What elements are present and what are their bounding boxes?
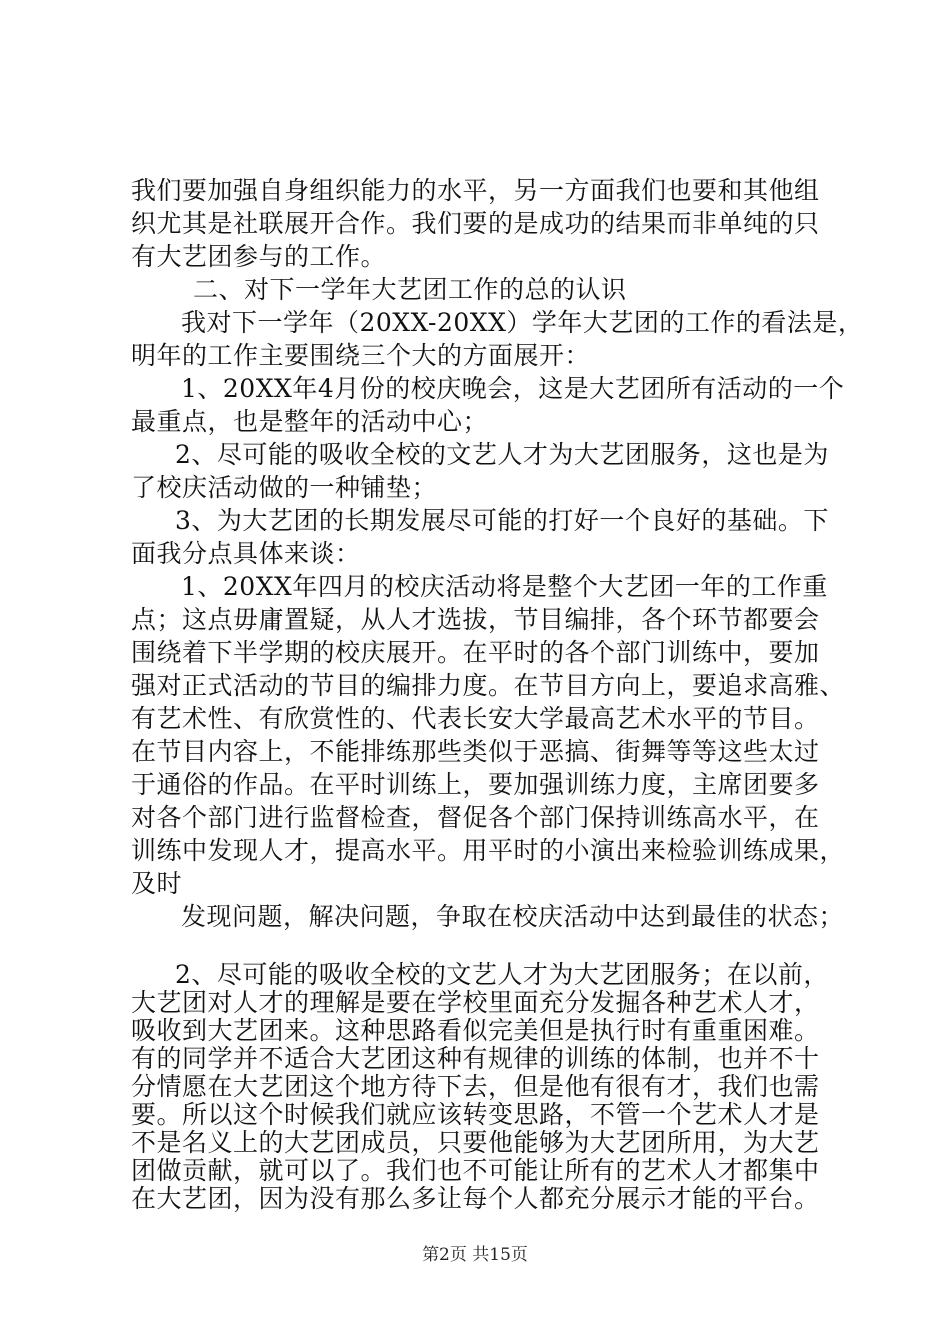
text-line: 最重点，也是整年的活动中心；: [131, 407, 489, 436]
text-line: 大艺团对人才的理解是要在学校里面充分发掘各种艺术人才，: [131, 988, 820, 1017]
text-line: 对各个部门进行监督检查，督促各个部门保持训练高水平，在: [131, 803, 820, 832]
text-line: 强对正式活动的节目的编排力度。在节目方向上，要追求高雅、: [131, 671, 846, 700]
text-line: 吸收到大艺团来。这种思路看似完美但是执行时有重重困难。: [131, 1016, 820, 1045]
text-line: 了校庆活动做的一种铺垫；: [131, 473, 438, 502]
text-line: 1、20XX年4月份的校庆晚会，这是大艺团所有活动的一个: [181, 374, 845, 403]
text-line: 分情愿在大艺团这个地方待下去，但是他有很有才，我们也需: [131, 1072, 820, 1101]
text-line: 我们要加强自身组织能力的水平，另一方面我们也要和其他组: [131, 176, 820, 205]
text-line: 1、20XX年四月的校庆活动将是整个大艺团一年的工作重: [181, 572, 828, 601]
text-line: 2、尽可能的吸收全校的文艺人才为大艺团服务；在以前，: [175, 960, 829, 989]
text-line: 2、尽可能的吸收全校的文艺人才为大艺团服务，这也是为: [175, 440, 829, 469]
text-line: 有大艺团参与的工作。: [131, 242, 387, 271]
text-line: 要。所以这个时候我们就应该转变思路，不管一个艺术人才是: [131, 1100, 820, 1129]
section-heading: 二、对下一学年大艺团工作的总的认识: [193, 275, 627, 304]
text-line: 团做贡献，就可以了。我们也不可能让所有的艺术人才都集中: [131, 1156, 820, 1185]
text-line: 在大艺团，因为没有那么多让每个人都充分展示才能的平台。: [131, 1184, 820, 1213]
page-number-footer: 第2页 共15页: [422, 1245, 528, 1265]
text-line: 我对下一学年（20XX-20XX）学年大艺团的工作的看法是，: [181, 308, 864, 337]
text-line: 在节目内容上，不能排练那些类似于恶搞、街舞等等这些太过: [131, 737, 820, 766]
text-line: 不是名义上的大艺团成员，只要他能够为大艺团所用，为大艺: [131, 1128, 820, 1157]
text-line: 明年的工作主要围绕三个大的方面展开：: [131, 341, 591, 370]
text-line: 3、为大艺团的长期发展尽可能的打好一个良好的基础。下: [175, 506, 829, 535]
text-line: 面我分点具体来谈：: [131, 539, 361, 568]
text-line: 有艺术性、有欣赏性的、代表长安大学最高艺术水平的节目。: [131, 704, 820, 733]
text-line: 训练中发现人才，提高水平。用平时的小演出来检验训练成果，: [131, 836, 846, 865]
text-line: 及时: [131, 869, 183, 898]
text-line: 有的同学并不适合大艺团这种有规律的训练的体制，也并不十: [131, 1044, 820, 1073]
text-line: 点；这点毋庸置疑，从人才选拔，节目编排，各个环节都要会: [131, 605, 820, 634]
text-line: 围绕着下半学期的校庆展开。在平时的各个部门训练中，要加: [131, 638, 820, 667]
text-line: 于通俗的作品。在平时训练上，要加强训练力度，主席团要多: [131, 770, 820, 799]
text-line: 织尤其是社联展开合作。我们要的是成功的结果而非单纯的只: [131, 209, 820, 238]
text-line: 发现问题，解决问题，争取在校庆活动中达到最佳的状态；: [181, 902, 845, 931]
